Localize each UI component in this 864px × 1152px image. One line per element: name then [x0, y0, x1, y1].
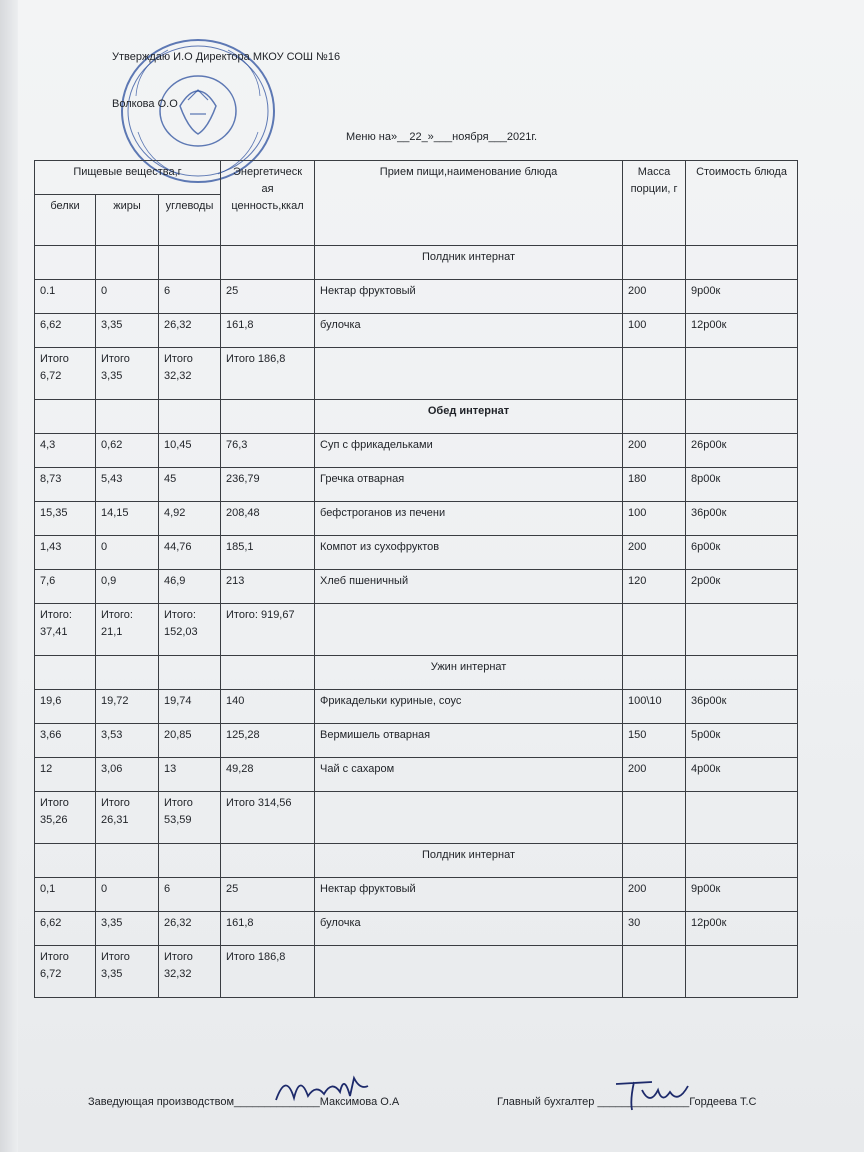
dish-name-cell: Чай с сахаром — [315, 758, 623, 792]
protein-cell: 19,6 — [35, 690, 96, 724]
mass-cell: 100 — [623, 502, 686, 536]
total-row — [35, 604, 798, 656]
director-name: Волкова О.О — [112, 98, 178, 110]
total-cell: Итого: 919,67 — [221, 604, 315, 656]
carbs-cell: 26,32 — [159, 912, 221, 946]
empty-cell — [623, 792, 686, 844]
empty-cell — [686, 348, 798, 400]
empty-cell — [221, 400, 315, 434]
energy-cell: 208,48 — [221, 502, 315, 536]
dish-name-cell: Хлеб пшеничный — [315, 570, 623, 604]
energy-cell: 25 — [221, 878, 315, 912]
energy-cell: 76,3 — [221, 434, 315, 468]
mass-cell: 30 — [623, 912, 686, 946]
cost-cell: 36р00к — [686, 690, 798, 724]
empty-cell — [686, 656, 798, 690]
table-row — [35, 758, 798, 792]
empty-cell — [159, 400, 221, 434]
mass-cell: 200 — [623, 536, 686, 570]
carbs-cell: 46,9 — [159, 570, 221, 604]
carbs-cell: 20,85 — [159, 724, 221, 758]
footer-manager: Заведующая производством______________Максимова О.А — [88, 1096, 400, 1108]
fat-cell: 0,9 — [96, 570, 159, 604]
empty-cell — [623, 604, 686, 656]
energy-header: Энергетическ ая ценность,ккал — [221, 161, 315, 246]
fat-cell: 0 — [96, 280, 159, 314]
empty-cell — [221, 656, 315, 690]
table-row — [35, 536, 798, 570]
energy-cell: 161,8 — [221, 314, 315, 348]
table-row — [35, 468, 798, 502]
table-row — [35, 912, 798, 946]
empty-cell — [315, 792, 623, 844]
total-cell: Итого 26,31 — [96, 792, 159, 844]
empty-cell — [159, 246, 221, 280]
protein-cell: 0,1 — [35, 878, 96, 912]
table-row — [35, 724, 798, 758]
empty-cell — [96, 656, 159, 690]
protein-cell: 12 — [35, 758, 96, 792]
cost-cell: 4р00к — [686, 758, 798, 792]
total-cell: Итого 6,72 — [35, 946, 96, 998]
energy-cell: 25 — [221, 280, 315, 314]
dish-name-cell: Фрикадельки куриные, соус — [315, 690, 623, 724]
total-cell: Итого 32,32 — [159, 348, 221, 400]
empty-cell — [686, 792, 798, 844]
nutrients-header: Пищевые вещества,г — [35, 161, 221, 195]
empty-cell — [686, 946, 798, 998]
mass-cell: 200 — [623, 758, 686, 792]
cost-cell: 12р00к — [686, 912, 798, 946]
cost-cell: 9р00к — [686, 280, 798, 314]
dish-name-cell: Гречка отварная — [315, 468, 623, 502]
table-row — [35, 314, 798, 348]
section-title: Обед интернат — [315, 400, 623, 434]
fat-cell: 0,62 — [96, 434, 159, 468]
empty-cell — [96, 400, 159, 434]
total-cell: Итого 6,72 — [35, 348, 96, 400]
empty-cell — [35, 656, 96, 690]
dish-name-cell: Суп с фрикадельками — [315, 434, 623, 468]
fat-cell: 3,35 — [96, 314, 159, 348]
fat-cell: 3,35 — [96, 912, 159, 946]
table-row — [35, 434, 798, 468]
total-cell: Итого 53,59 — [159, 792, 221, 844]
dish-name-cell: Компот из сухофруктов — [315, 536, 623, 570]
carbs-cell: 19,74 — [159, 690, 221, 724]
carbs-cell: 10,45 — [159, 434, 221, 468]
mass-cell: 100 — [623, 314, 686, 348]
empty-cell — [315, 348, 623, 400]
empty-cell — [686, 844, 798, 878]
section-title: Полдник интернат — [315, 246, 623, 280]
total-cell: Итого 186,8 — [221, 348, 315, 400]
empty-cell — [623, 844, 686, 878]
protein-cell: 4,3 — [35, 434, 96, 468]
cost-cell: 8р00к — [686, 468, 798, 502]
dish-name-cell: булочка — [315, 314, 623, 348]
section-title: Ужин интернат — [315, 656, 623, 690]
cost-header: Стоимость блюда — [686, 161, 798, 246]
empty-cell — [686, 246, 798, 280]
carbs-cell: 26,32 — [159, 314, 221, 348]
empty-cell — [221, 246, 315, 280]
protein-cell: 8,73 — [35, 468, 96, 502]
energy-cell: 236,79 — [221, 468, 315, 502]
empty-cell — [35, 844, 96, 878]
fat-cell: 3,53 — [96, 724, 159, 758]
carbs-cell: 6 — [159, 280, 221, 314]
total-cell: Итого 314,56 — [221, 792, 315, 844]
empty-cell — [221, 844, 315, 878]
protein-cell: 6,62 — [35, 912, 96, 946]
empty-cell — [159, 844, 221, 878]
dish-name-cell: бефстроганов из печени — [315, 502, 623, 536]
menu-title-date: Меню на»__22_»___ноября___2021г. — [346, 131, 538, 143]
total-cell: Итого: 37,41 — [35, 604, 96, 656]
carbs-cell: 45 — [159, 468, 221, 502]
protein-cell: 0.1 — [35, 280, 96, 314]
empty-cell — [623, 246, 686, 280]
empty-cell — [623, 946, 686, 998]
mass-cell: 180 — [623, 468, 686, 502]
signature-accountant — [612, 1076, 702, 1114]
carbs-cell: 13 — [159, 758, 221, 792]
empty-cell — [623, 348, 686, 400]
carbs-cell: 4,92 — [159, 502, 221, 536]
total-row — [35, 946, 798, 998]
cost-cell: 6р00к — [686, 536, 798, 570]
empty-cell — [35, 246, 96, 280]
menu-table — [34, 160, 798, 998]
table-row — [35, 502, 798, 536]
cost-cell: 2р00к — [686, 570, 798, 604]
table-row — [35, 690, 798, 724]
protein-cell: 6,62 — [35, 314, 96, 348]
fat-cell: 5,43 — [96, 468, 159, 502]
empty-cell — [686, 400, 798, 434]
section-title-row — [35, 400, 798, 434]
total-row — [35, 792, 798, 844]
section-title-row — [35, 844, 798, 878]
total-cell: Итого 3,35 — [96, 946, 159, 998]
cost-cell: 5р00к — [686, 724, 798, 758]
dish-name-cell: булочка — [315, 912, 623, 946]
carbs-cell: 44,76 — [159, 536, 221, 570]
dish-header: Прием пищи,наименование блюда — [315, 161, 623, 246]
empty-cell — [96, 246, 159, 280]
protein-cell: 1,43 — [35, 536, 96, 570]
section-title: Полдник интернат — [315, 844, 623, 878]
total-cell: Итого 3,35 — [96, 348, 159, 400]
total-cell: Итого: 21,1 — [96, 604, 159, 656]
mass-cell: 200 — [623, 434, 686, 468]
dish-name-cell: Нектар фруктовый — [315, 280, 623, 314]
total-cell: Итого 35,26 — [35, 792, 96, 844]
protein-cell: 3,66 — [35, 724, 96, 758]
fat-cell: 14,15 — [96, 502, 159, 536]
cost-cell: 12р00к — [686, 314, 798, 348]
empty-cell — [623, 400, 686, 434]
empty-cell — [315, 946, 623, 998]
table-row — [35, 280, 798, 314]
mass-header: Масса порции, г — [623, 161, 686, 246]
footer-accountant: Главный бухгалтер _______________Гордеева Т.С — [497, 1096, 757, 1108]
energy-cell: 125,28 — [221, 724, 315, 758]
approval-line: Утверждаю И.О Директора МКОУ СОШ №16 — [112, 51, 341, 63]
signature-manager — [272, 1070, 372, 1110]
table-row — [35, 878, 798, 912]
cost-cell: 36р00к — [686, 502, 798, 536]
fat-cell: 0 — [96, 536, 159, 570]
energy-cell: 161,8 — [221, 912, 315, 946]
cost-cell: 26р00к — [686, 434, 798, 468]
total-cell: Итого 186,8 — [221, 946, 315, 998]
energy-cell: 213 — [221, 570, 315, 604]
mass-cell: 200 — [623, 280, 686, 314]
empty-cell — [96, 844, 159, 878]
energy-cell: 185,1 — [221, 536, 315, 570]
section-title-row — [35, 656, 798, 690]
table-row — [35, 570, 798, 604]
total-row — [35, 348, 798, 400]
fat-cell: 0 — [96, 878, 159, 912]
protein-header: белки — [35, 195, 96, 246]
empty-cell — [35, 400, 96, 434]
page-edge-shadow — [0, 0, 18, 1152]
total-cell: Итого 32,32 — [159, 946, 221, 998]
mass-cell: 150 — [623, 724, 686, 758]
energy-cell: 49,28 — [221, 758, 315, 792]
dish-name-cell: Нектар фруктовый — [315, 878, 623, 912]
section-title-row — [35, 246, 798, 280]
fat-header: жиры — [96, 195, 159, 246]
dish-name-cell: Вермишель отварная — [315, 724, 623, 758]
fat-cell: 3,06 — [96, 758, 159, 792]
mass-cell: 120 — [623, 570, 686, 604]
protein-cell: 15,35 — [35, 502, 96, 536]
cost-cell: 9р00к — [686, 878, 798, 912]
energy-cell: 140 — [221, 690, 315, 724]
empty-cell — [686, 604, 798, 656]
carbs-header: углеводы — [159, 195, 221, 246]
mass-cell: 100\10 — [623, 690, 686, 724]
empty-cell — [159, 656, 221, 690]
fat-cell: 19,72 — [96, 690, 159, 724]
table-header-row — [35, 161, 798, 195]
empty-cell — [315, 604, 623, 656]
carbs-cell: 6 — [159, 878, 221, 912]
total-cell: Итого: 152,03 — [159, 604, 221, 656]
mass-cell: 200 — [623, 878, 686, 912]
protein-cell: 7,6 — [35, 570, 96, 604]
empty-cell — [623, 656, 686, 690]
